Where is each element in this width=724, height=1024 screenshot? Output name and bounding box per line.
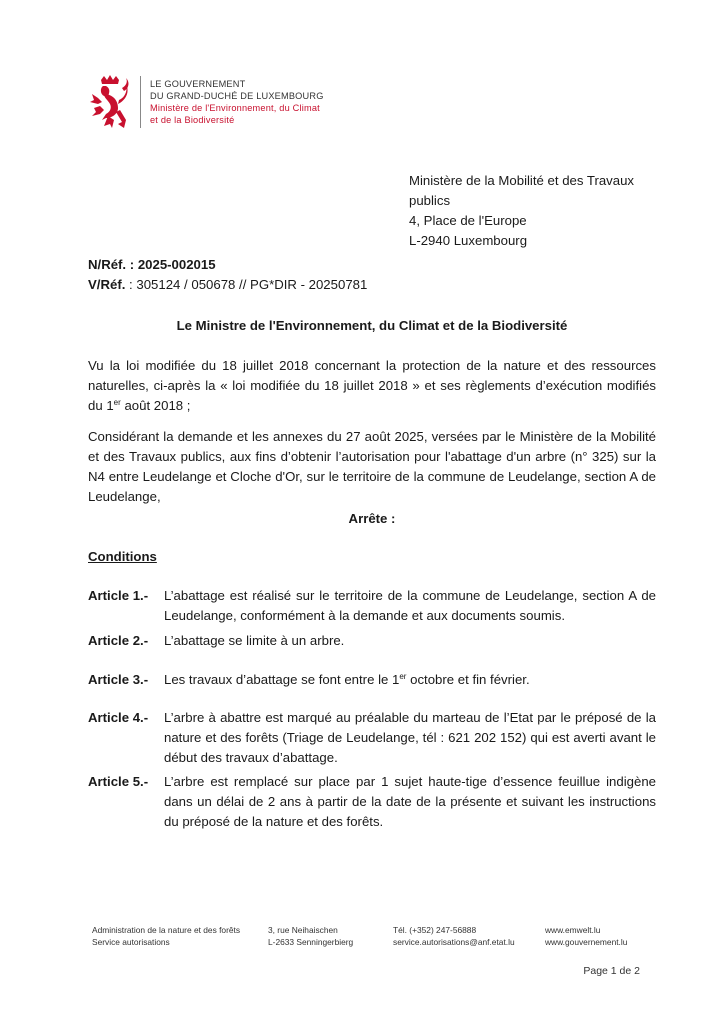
footer-address xyxy=(268,924,353,948)
article-1-text: L’abattage est réalisé sur le territoire de la commune de Leudelange, section A de Leudelange, conformément à la demande et aux documents soumis. xyxy=(164,588,656,623)
gov-line-2: DU GRAND-DUCHÉ DE LUXEMBOURG xyxy=(150,91,324,101)
our-reference: N/Réf. : 2025-002015 xyxy=(88,257,216,272)
gov-line-1: LE GOUVERNEMENT xyxy=(150,79,246,89)
article-3-text-pre: Les travaux d’abattage se font entre le 1 xyxy=(164,672,400,687)
footer-phone: Tél. (+352) 247-56888 xyxy=(393,925,477,935)
page-number: Page 1 de 2 xyxy=(583,965,640,977)
article-1 xyxy=(88,586,656,626)
footer-service: Service autorisations xyxy=(92,937,170,947)
article-2-label: Article 2.- xyxy=(88,633,149,648)
footer-city: L-2633 Senningerbierg xyxy=(268,937,354,947)
paragraph-law-text: Vu la loi modifiée du 18 juillet 2018 concernant la protection de la nature et des ressources naturelles, ci-après la « loi modifiée du 18 juillet 2018 » et ses règlements d’exécution modifiés du 1 xyxy=(88,358,656,413)
recipient-line-1: Ministère de la Mobilité et des Travaux xyxy=(409,173,635,188)
article-3-text-post: octobre et fin février. xyxy=(406,672,530,687)
footer-email[interactable]: service.autorisations@anf.etat.lu xyxy=(393,937,515,947)
article-4 xyxy=(88,708,656,768)
article-2-text: L’abattage se limite à un arbre. xyxy=(164,633,345,648)
your-reference-label: V/Réf. xyxy=(88,277,126,292)
recipient-line-2: publics xyxy=(409,193,451,208)
ministry-line-1: Ministère de l'Environnement, du Climat xyxy=(150,103,320,113)
government-header xyxy=(150,78,324,126)
footer-websites xyxy=(545,924,627,948)
arrete-heading: Arrête : xyxy=(348,511,396,526)
article-4-label: Article 4.- xyxy=(88,710,149,725)
references xyxy=(88,255,367,295)
document-title: Le Ministre de l'Environnement, du Climat et de la Biodiversité xyxy=(176,318,568,333)
article-2 xyxy=(88,631,656,651)
footer-website-gouvernement[interactable]: www.gouvernement.lu xyxy=(545,937,628,947)
article-3 xyxy=(88,670,656,690)
article-5 xyxy=(88,772,656,832)
footer-street: 3, rue Neihaischen xyxy=(268,925,338,935)
ministry-line-2: et de la Biodiversité xyxy=(150,115,235,125)
your-reference-value: : 305124 / 050678 // PG*DIR - 20250781 xyxy=(125,277,368,292)
conditions-heading: Conditions xyxy=(88,549,157,564)
article-1-label: Article 1.- xyxy=(88,588,149,603)
article-4-text: L’arbre à abattre est marqué au préalable du marteau de l’Etat par le préposé de la nature et des forêts (Triage de Leudelange, tél : 621 202 152) qui est averti avant le début des travaux d’abattage. xyxy=(164,710,656,765)
paragraph-law-tail: août 2018 ; xyxy=(120,398,191,413)
footer-contact xyxy=(393,924,515,948)
recipient-line-4: L-2940 Luxembourg xyxy=(409,233,528,248)
footer-admin-name: Administration de la nature et des forêts xyxy=(92,925,241,935)
paragraph-law-sup: er xyxy=(113,398,121,407)
recipient-line-3: 4, Place de l'Europe xyxy=(409,213,527,228)
recipient-address xyxy=(409,171,659,251)
article-3-sup: er xyxy=(399,672,407,681)
footer-website-emwelt[interactable]: www.emwelt.lu xyxy=(545,925,601,935)
article-3-text xyxy=(164,670,656,690)
logo-separator xyxy=(140,76,141,128)
luxembourg-lion-logo xyxy=(88,74,132,130)
article-3-label: Article 3.- xyxy=(88,672,149,687)
paragraph-considering: Considérant la demande et les annexes du 27 août 2025, versées par le Ministère de la Mobilité et des Travaux publics, aux fins d’obtenir l’autorisation pour l'abattage d'un arbre (n° 325) sur la N4 entre Leudelange et Cloche d'Or, sur le territoire de la commune de Leudelange, section A de Leudelange, xyxy=(88,429,656,504)
article-5-label: Article 5.- xyxy=(88,774,149,789)
footer-administration xyxy=(92,924,240,948)
paragraph-law xyxy=(88,356,656,416)
article-5-text: L’arbre est remplacé sur place par 1 sujet haute-tige d’essence feuillue indigène dans un délai de 2 ans à partir de la date de la présente et suivant les instructions du préposé de la nature et des forêts. xyxy=(164,774,656,829)
